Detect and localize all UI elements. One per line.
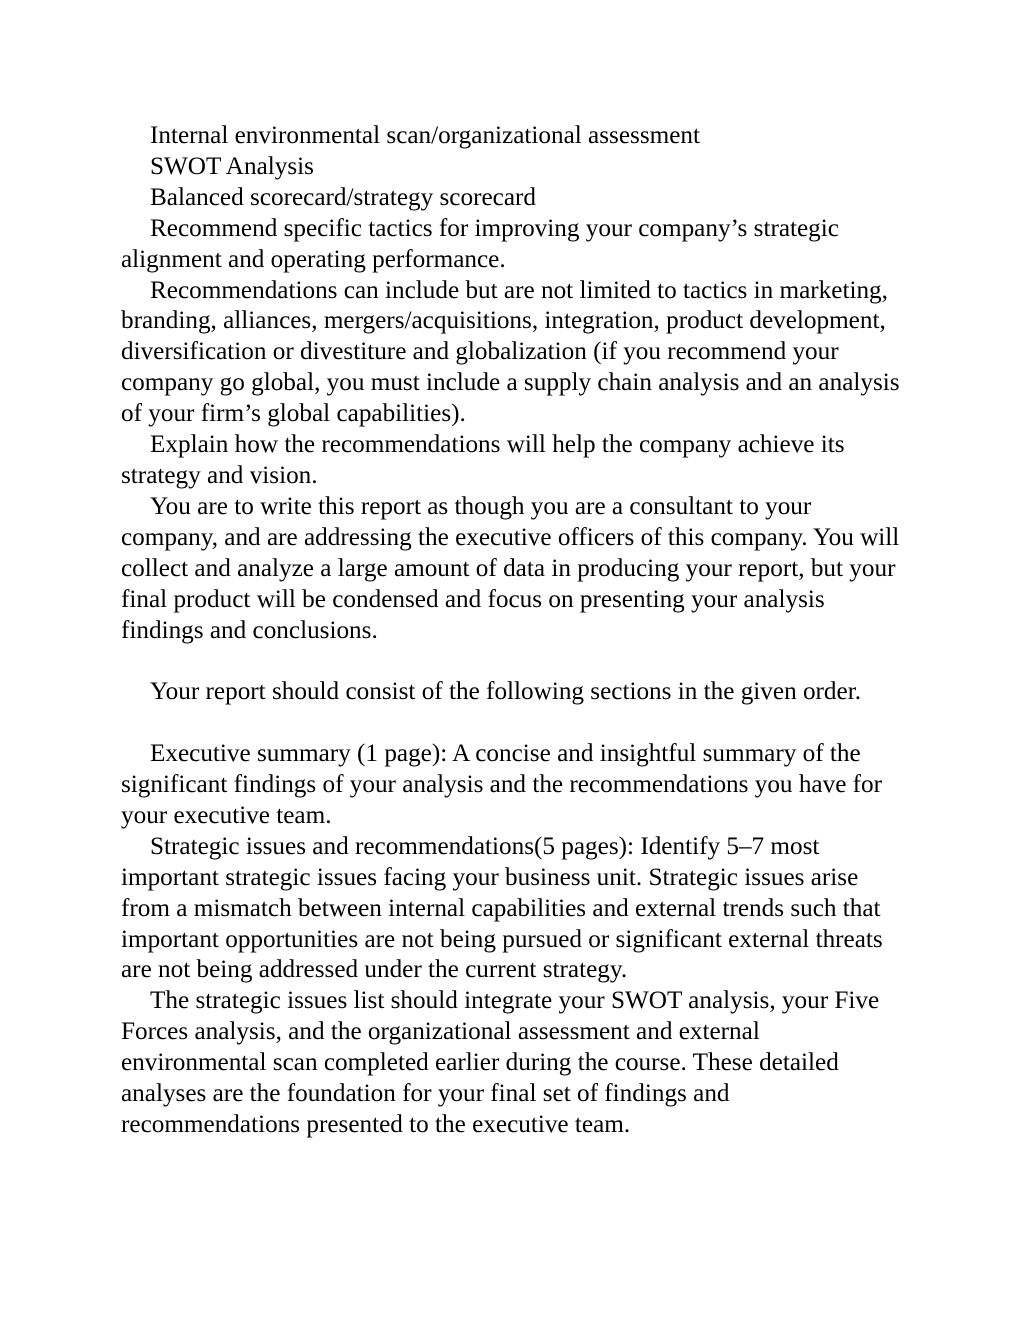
paragraph-strategic-issues: Strategic issues and recommendations(5 pages): Identify 5–7 most important strategic issues facing your business unit. Strategic issues arise from a mismatch between internal capabilities and external trends such that important opportunities are not being pursued or significant external threats are not being addressed under the current strategy. — [121, 832, 883, 984]
paragraph-strategic-issues-list: The strategic issues list should integrate your SWOT analysis, your Five Forces analysis, and the organizational assessment and external environmental scan completed earlier during the course. These detailed analyses are the foundation for your final set of findings and recommendations presented to the executive team. — [121, 987, 880, 1138]
paragraph-recommendations-include: Recommendations can include but are not limited to tactics in marketing, branding, alliances, mergers/acquisitions, integration, product development, diversification or divestiture and globalization (if you recommend your company go global, you must include a supply chain analysis and an analysis of your firm’s global capabilities). — [121, 276, 900, 428]
list-item-balanced-scorecard: Balanced scorecard/strategy scorecard — [150, 183, 536, 211]
list-item-swot-analysis: SWOT Analysis — [150, 152, 314, 180]
list-item-internal-scan: Internal environmental scan/organizational assessment — [150, 122, 700, 149]
paragraph-recommend-tactics: Recommend specific tactics for improving your company’s strategic alignment and operating performance. — [121, 214, 839, 273]
paragraph-explain-recommendations: Explain how the recommendations will help the company achieve its strategy and vision. — [121, 431, 845, 489]
paragraph-spacer — [121, 646, 901, 677]
paragraph-executive-summary: Executive summary (1 page): A concise and insightful summary of the significant findings of your analysis and the recommendations you have for your executive team. — [121, 740, 883, 829]
paragraph-consultant-report: You are to write this report as though you are a consultant to your company, and are addressing the executive officers of this company. You will collect and analyze a large amount of data in producing your report, but your final product will be condensed and focus on presenting your analysis findings and conclusions. — [121, 492, 900, 644]
paragraph-report-sections: Your report should consist of the following sections in the given order. — [150, 678, 862, 706]
paragraph-spacer — [121, 708, 901, 739]
document-body — [121, 121, 901, 1141]
